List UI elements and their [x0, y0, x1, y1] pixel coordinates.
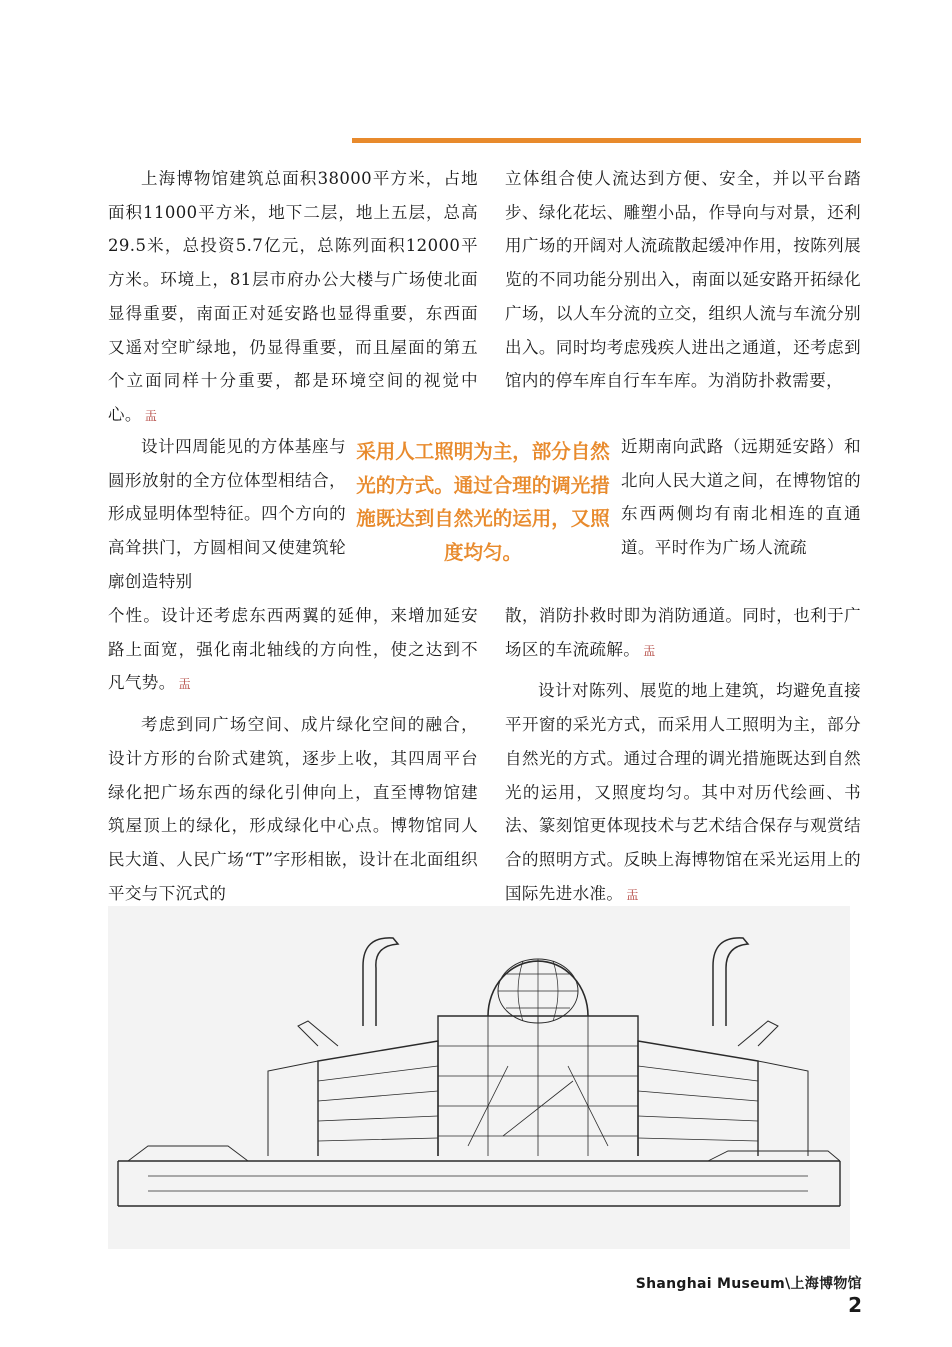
end-mark-icon: 㿻 — [178, 677, 192, 692]
paragraph — [108, 708, 478, 910]
page-number: 2 — [848, 1293, 862, 1317]
left-column-bottom — [108, 599, 478, 910]
left-column-wrap — [108, 430, 346, 599]
paragraph-text: 设计四周能见的方体基座与圆形放射的全方位体型相结合，形成显明体型特征。四个方向的高耸拱门，方圆相间又使建筑轮廓创造特别 — [108, 437, 346, 591]
footer-title: Shanghai Museum\上海博物馆 — [635, 1276, 862, 1292]
right-column-top — [505, 162, 861, 398]
paragraph-text: 近期南向武路（远期延安路）和北向人民大道之间，在博物馆的东西两侧均有南北相连的直通道。平时作为广场人流疏 — [621, 437, 861, 558]
section-drawing-svg — [108, 906, 850, 1249]
paragraph-text: 散，消防扑救时即为消防通道。同时，也利于广场区的车流疏解。 — [505, 606, 861, 659]
paragraph — [505, 674, 861, 912]
paragraph — [108, 162, 478, 434]
paragraph-text: 个性。设计还考虑东西两翼的延伸，来增加延安路上面宽，强化南北轴线的方向性，使之达到不凡气势。 — [108, 606, 478, 693]
paragraph-text: 上海博物馆建筑总面积38000平方米，占地面积11000平方米，地下二层，地上五层，总高29.5米，总投资5.7亿元，总陈列面积12000平方米。环境上，81层市府办公大楼与广场使北面显得重要，南面正对延安路也显得重要，东西面又遥对空旷绿地，仍显得重要，而且屋面的第五个立面同样十分重要，都是环境空间的视觉中心。 — [108, 169, 478, 424]
paragraph-text: 设计对陈列、展览的地上建筑，均避免直接平开窗的采光方式，而采用人工照明为主，部分自然光的方式。通过合理的调光措施既达到自然光的运用，又照度均匀。其中对历代绘画、书法、篆刻馆更体现技术与艺术结合保存与观赏结合的照明方式。反映上海博物馆在采光运用上的国际先进水准。 — [505, 681, 861, 903]
museum-section-drawing — [108, 906, 850, 1249]
left-column-top — [108, 162, 478, 434]
paragraph — [108, 430, 346, 599]
page-footer — [612, 1273, 862, 1317]
end-mark-icon: 㿻 — [144, 408, 158, 423]
end-mark-icon: 㿻 — [626, 887, 639, 902]
right-column-wrap — [621, 430, 861, 565]
paragraph — [505, 599, 861, 668]
paragraph — [505, 162, 861, 398]
header-accent-rule — [352, 138, 861, 143]
paragraph — [108, 599, 478, 702]
end-mark-icon: 㿻 — [643, 643, 656, 658]
paragraph — [621, 430, 861, 565]
right-column-bottom — [505, 599, 861, 912]
paragraph-text: 考虑到同广场空间、成片绿化空间的融合，设计方形的台阶式建筑，逐步上收，其四周平台绿化把广场东西的绿化引伸向上，直至博物馆建筑屋顶上的绿化，形成绿化中心点。博物馆同人民大道、人民广场“T”字形相嵌，设计在北面组织平交与下沉式的 — [108, 715, 478, 903]
paragraph-text: 立体组合使人流达到方便、安全，并以平台踏步、绿化花坛、雕塑小品，作导向与对景，还利用广场的开阔对人流疏散起缓冲作用，按陈列展览的不同功能分别出入，南面以延安路开拓绿化广场，以人车分流的立交，组织人流与车流分别出入。同时均考虑残疾人进出之通道，还考虑到馆内的停车库自行车车库。为消防扑救需要， — [505, 169, 861, 391]
pull-quote: 采用人工照明为主，部分自然光的方式。通过合理的调光措施既达到自然光的运用，又照度均匀。 — [356, 440, 610, 564]
